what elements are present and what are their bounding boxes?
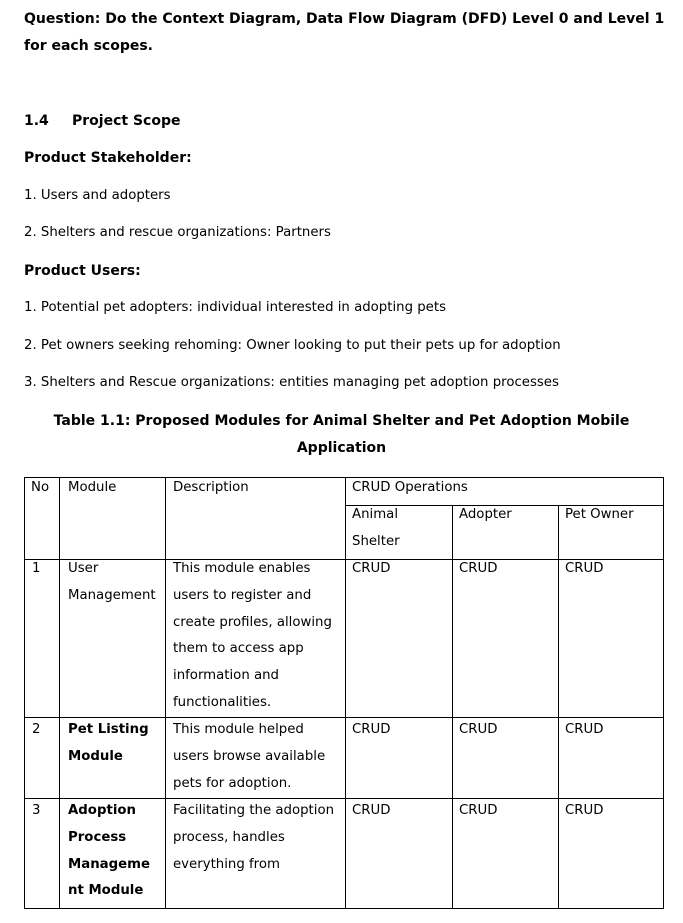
header-adopter: Adopter (459, 507, 512, 522)
stakeholder-item: 1. Users and adopters (24, 188, 171, 203)
row-adopter-crud: CRUD (459, 722, 498, 737)
table-caption-line-2: Application (296, 440, 387, 456)
header-crud-operations: CRUD Operations (352, 480, 468, 495)
table-caption-line-1: Table 1.1: Proposed Modules for Animal Shelter and Pet Adoption Mobile (53, 413, 630, 429)
users-heading: Product Users: (24, 263, 141, 279)
row-module: User Management (68, 561, 156, 603)
row-animal-shelter-crud: CRUD (352, 561, 391, 576)
row-animal-shelter-crud: CRUD (352, 722, 391, 737)
row-number: 2 (32, 722, 41, 737)
table-divider (452, 506, 453, 908)
user-item: 1. Potential pet adopters: individual interested in adopting pets (24, 300, 447, 315)
modules-table (24, 477, 664, 909)
stakeholder-heading: Product Stakeholder: (24, 150, 192, 166)
header-animal-shelter: Animal Shelter (352, 507, 400, 549)
row-pet-owner-crud: CRUD (565, 803, 604, 818)
table-divider (558, 506, 559, 908)
user-item: 3. Shelters and Rescue organizations: entities managing pet adoption processes (24, 375, 559, 390)
header-pet-owner: Pet Owner (565, 507, 634, 522)
table-divider (59, 478, 60, 908)
row-adopter-crud: CRUD (459, 803, 498, 818)
row-description: This module helped users browse available pets for adoption. (173, 722, 326, 791)
table-divider (345, 478, 346, 908)
table-divider (165, 478, 166, 908)
row-module: Adoption Process Manageme nt Module (68, 803, 151, 899)
user-item: 2. Pet owners seeking rehoming: Owner looking to put their pets up for adoption (24, 338, 561, 353)
row-number: 1 (32, 561, 41, 576)
row-animal-shelter-crud: CRUD (352, 803, 391, 818)
section-number: 1.4 (24, 113, 49, 129)
header-module: Module (68, 480, 117, 495)
row-pet-owner-crud: CRUD (565, 722, 604, 737)
header-description: Description (173, 480, 249, 495)
row-description: Facilitating the adoption process, handles everything from (173, 803, 335, 872)
question-line-1: Question: Do the Context Diagram, Data Flow Diagram (DFD) Level 0 and Level 1 (24, 11, 665, 27)
row-adopter-crud: CRUD (459, 561, 498, 576)
row-module: Pet Listing Module (68, 722, 149, 764)
stakeholder-item: 2. Shelters and rescue organizations: Partners (24, 225, 331, 240)
section-title: Project Scope (72, 113, 181, 129)
row-pet-owner-crud: CRUD (565, 561, 604, 576)
header-no: No (31, 480, 50, 495)
row-number: 3 (32, 803, 41, 818)
question-line-2: for each scopes. (24, 38, 153, 54)
row-description: This module enables users to register and create profiles, allowing them to access app information and functionalities. (173, 561, 332, 710)
